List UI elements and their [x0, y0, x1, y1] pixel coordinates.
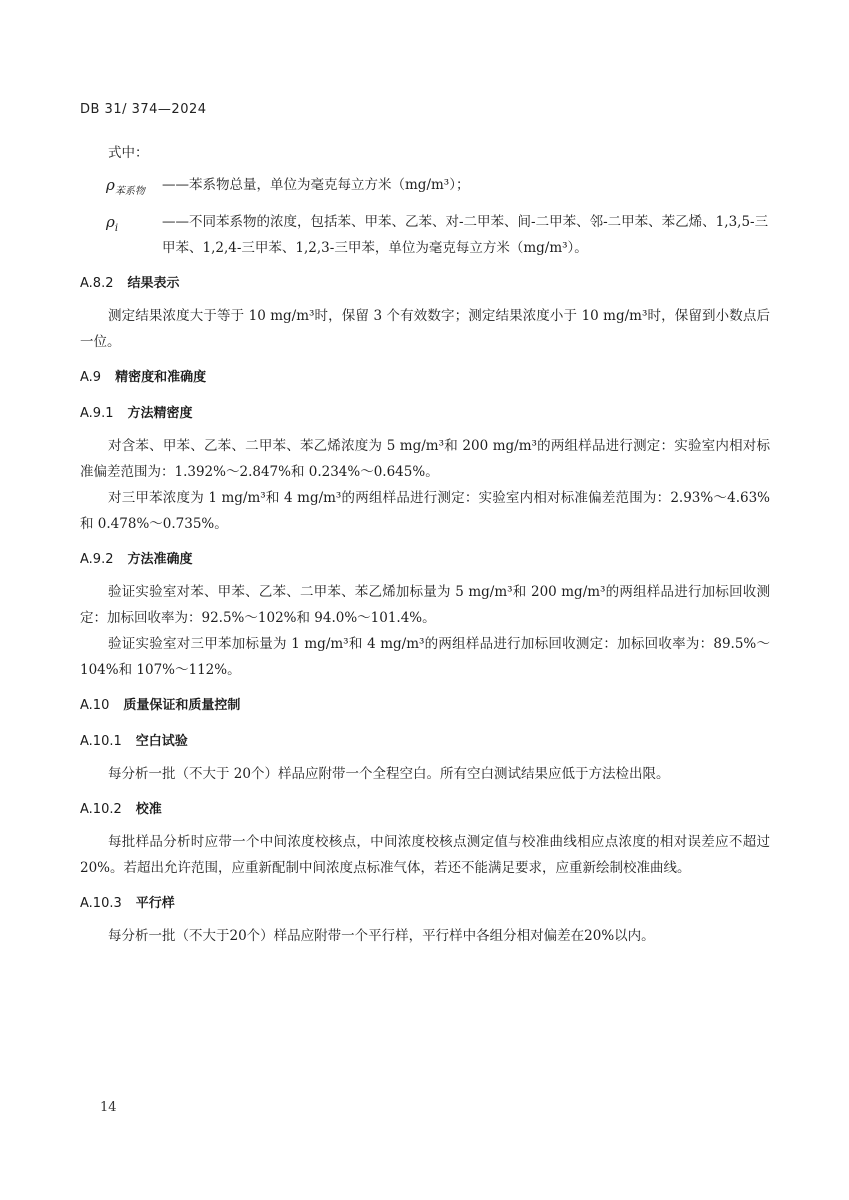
section-title: 结果表示 [127, 276, 180, 291]
symbol-subscript: i [114, 223, 119, 234]
legend-symbol [80, 172, 152, 205]
section-title: 方法精密度 [127, 406, 193, 421]
document-id: DB 31/ 374—2024 [80, 102, 207, 117]
paragraph: 测定结果浓度大于等于 10 mg/m³时，保留 3 个有效数字；测定结果浓度小于 10 mg/m³时，保留到小数点后一位。 [80, 308, 770, 350]
section-title: 校准 [135, 802, 162, 817]
section-number: A.9 [80, 370, 102, 385]
section-heading-a92 [80, 547, 770, 573]
section-title: 空白试验 [135, 734, 188, 749]
legend-description: ——不同苯系物的浓度，包括苯、甲苯、乙苯、对-二甲苯、间-二甲苯、邻-二甲苯、苯乙烯、1,3,5-三甲苯、1,2,4-三甲苯、1,2,3-三甲苯，单位为毫克每立方米（mg/m³）。 [162, 214, 769, 256]
section-heading-a9 [80, 365, 770, 391]
section-number: A.9.1 [80, 406, 114, 421]
section-title: 精密度和准确度 [115, 370, 207, 385]
formula-legend [80, 172, 770, 261]
section-number: A.8.2 [80, 276, 114, 291]
section-number: A.10.2 [80, 802, 122, 817]
section-heading-a91 [80, 401, 770, 427]
legend-description: ——苯系物总量，单位为毫克每立方米（mg/m³）； [162, 177, 470, 193]
section-heading-a82 [80, 271, 770, 297]
paragraph: 每分析一批（不大于 20个）样品应附带一个全程空白。所有空白测试结果应低于方法检出限。 [108, 766, 670, 782]
symbol-rho: ρ [106, 213, 115, 231]
formula-legend-intro: 式中： [108, 145, 149, 161]
section-heading-a10 [80, 693, 770, 719]
section-title: 平行样 [135, 896, 175, 911]
section-number: A.9.2 [80, 552, 114, 567]
section-number: A.10.1 [80, 734, 122, 749]
section-number: A.10.3 [80, 896, 122, 911]
paragraph: 对三甲苯浓度为 1 mg/m³和 4 mg/m³的两组样品进行测定：实验室内相对标准偏差范围为：2.93%～4.63%和 0.478%～0.735%。 [80, 490, 770, 532]
paragraph: 验证实验室对苯、甲苯、乙苯、二甲苯、苯乙烯加标量为 5 mg/m³和 200 mg/m³的两组样品进行加标回收测定：加标回收率为：92.5%～102%和 94.0%～101.4%。 [80, 584, 770, 626]
legend-item-benzene-series [80, 172, 770, 205]
section-heading-a102 [80, 797, 770, 823]
section-title: 质量保证和质量控制 [123, 698, 241, 713]
main-content [80, 140, 770, 949]
legend-item-individual [80, 209, 770, 261]
symbol-rho: ρ [106, 176, 115, 194]
page-number: 14 [100, 1100, 117, 1115]
legend-symbol [80, 209, 152, 242]
section-heading-a103 [80, 891, 770, 917]
paragraph: 每分析一批（不大于20个）样品应附带一个平行样，平行样中各组分相对偏差在20%以内。 [108, 928, 655, 944]
section-title: 方法准确度 [127, 552, 193, 567]
paragraph: 验证实验室对三甲苯加标量为 1 mg/m³和 4 mg/m³的两组样品进行加标回收测定：加标回收率为：89.5%～104%和 107%～112%。 [80, 636, 770, 678]
section-heading-a101 [80, 729, 770, 755]
section-number: A.10 [80, 698, 110, 713]
symbol-subscript: 苯系物 [114, 186, 145, 197]
paragraph: 对含苯、甲苯、乙苯、二甲苯、苯乙烯浓度为 5 mg/m³和 200 mg/m³的两组样品进行测定：实验室内相对标准偏差范围为：1.392%～2.847%和 0.234%～0.645%。 [80, 438, 770, 480]
paragraph: 每批样品分析时应带一个中间浓度校核点，中间浓度校核点测定值与校准曲线相应点浓度的相对误差应不超过 20%。若超出允许范围，应重新配制中间浓度点标准气体，若还不能满足要求，应重新绘制校准曲线。 [80, 834, 770, 876]
